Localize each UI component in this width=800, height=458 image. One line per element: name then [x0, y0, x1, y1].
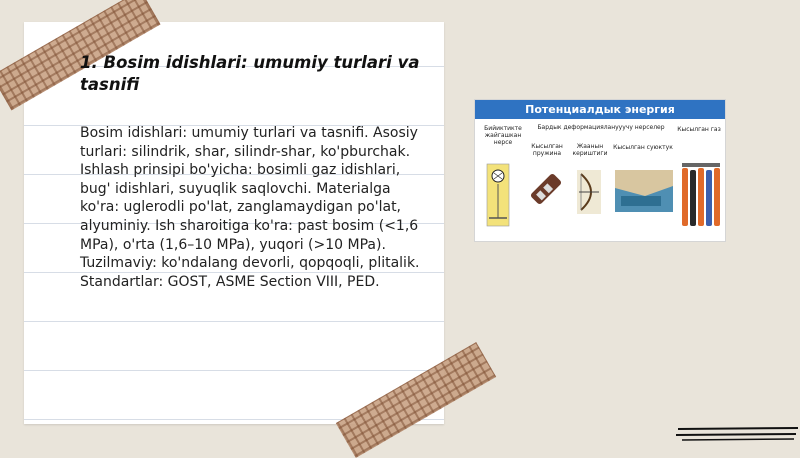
spring-icon: [530, 173, 563, 206]
label-compressed-gas: Кысылган газ: [677, 126, 721, 133]
gas-cylinders-icon: [682, 163, 720, 226]
elevated-ball-icon: [487, 164, 509, 226]
label-elevated-object: Бийиктикте жайгашкан нерсе: [484, 125, 522, 146]
bow-icon: [577, 170, 601, 214]
decorative-lines: [676, 425, 800, 445]
label-bow-tension: Жаанын кериштиги: [572, 143, 608, 157]
label-compressed-spring: Кысылган пружина: [531, 143, 563, 157]
slide-heading: 1. Bosim idishlari: umumiy turlari va tasnifi: [80, 53, 420, 94]
water-dam-icon: [615, 170, 673, 212]
slide-body-text: Bosim idishlari: umumiy turlari va tasnifi. Asosiy turlari: silindrik, shar, silindr-shar, ko'pburchak. Ishlash prinsipi bo'yicha: bosimli gaz idishlari, bug' idishlari, suyuqlik saqlovchi. Materialga ko'ra: uglerodli po'lat, zanglamaydigan po'lat, alyuminiy. Ish sharoitiga ko'ra: past bosim (<1,6 MPa), o'rta (1,6–10 MPa), yuqori (>10 MPa). Tuzilmaviy: ko'ndalang devorli, qopqoqli, plitalik. Standartlar: GOST, ASME Section VIII, PED.: [80, 125, 420, 290]
potential-energy-figure: [474, 99, 726, 242]
label-deformable-objects: Бардык деформацияланууучу нерселер: [537, 124, 665, 131]
figure-illustrations: [475, 100, 725, 241]
label-compressed-liquid: Кысылган суюктук: [613, 144, 673, 151]
figure-title: Потенциалдык энергия: [475, 100, 725, 119]
